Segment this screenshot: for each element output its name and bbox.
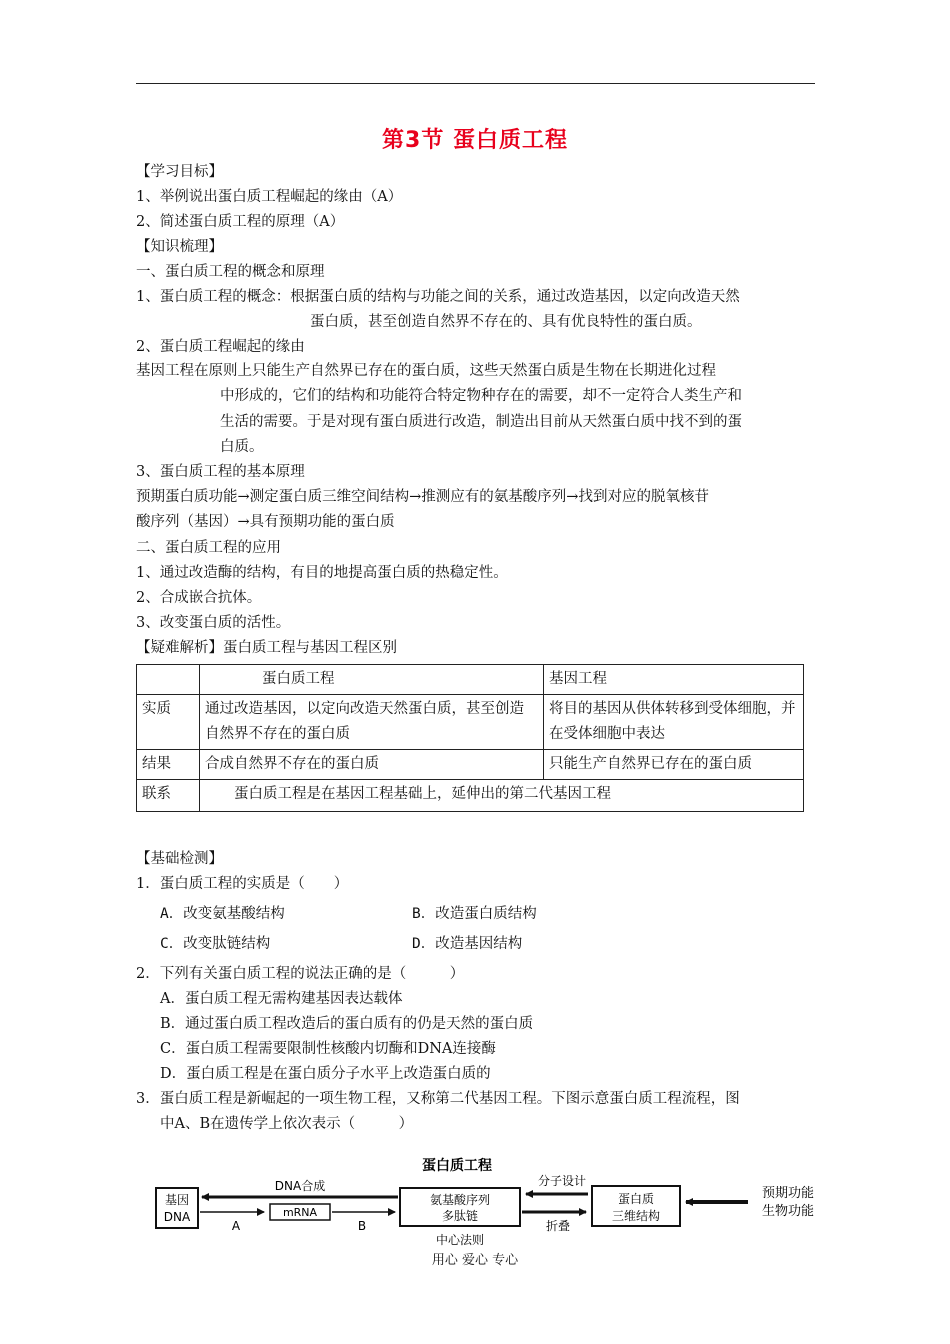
concept-text: 蛋白质，甚至创造自然界不存在的、具有优良特性的蛋白质。: [310, 314, 702, 330]
gene-label: 基因: [164, 1193, 190, 1207]
dna-synthesis-label: DNA合成: [274, 1179, 326, 1193]
analysis-heading: 【疑难解析】蛋白质工程与基因工程区别: [136, 640, 397, 656]
subsection-heading: 2、蛋白质工程崛起的缘由: [136, 339, 305, 355]
reason-text: 中形成的，它们的结构和功能符合特定物种存在的需要，却不一定符合人类生产和: [220, 388, 742, 404]
biological-function-label: 生物功能: [761, 1204, 815, 1219]
table-header-row: [137, 665, 804, 695]
central-dogma-label: 中心法则: [435, 1233, 485, 1247]
table-cell: 将目的基因从供体转移到受体细胞，并在受体细胞中表达: [544, 695, 804, 750]
table-cell: 通过改造基因，以定向改造天然蛋白质，甚至创造自然界不存在的蛋白质: [200, 695, 544, 750]
option: C．改变肽链结构: [160, 936, 271, 952]
question-stem: 1．蛋白质工程的实质是（ ）: [136, 876, 349, 892]
amino-acid-label: 氨基酸序列: [429, 1193, 491, 1207]
table-cell: 蛋白质工程是在基因工程基础上，延伸出的第二代基因工程: [200, 780, 804, 812]
objective-item: 1、举例说出蛋白质工程崛起的缘由（A）: [136, 189, 403, 205]
diagram-title: 蛋白质工程: [422, 1158, 492, 1174]
option: B．改造蛋白质结构: [412, 906, 537, 922]
knowledge-heading: 【知识梳理】: [136, 239, 223, 255]
question-stem: 2．下列有关蛋白质工程的说法正确的是（ ）: [136, 966, 465, 982]
protein-engineering-diagram: [140, 1150, 840, 1250]
comparison-table: [136, 664, 804, 812]
objective-item: 2、简述蛋白质工程的原理（A）: [136, 214, 345, 230]
application-item: 3、改变蛋白质的活性。: [136, 615, 291, 631]
concept-text: 1、蛋白质工程的概念：根据蛋白质的结构与功能之间的关系，通过改造基因，以定向改造天然: [136, 289, 740, 305]
application-item: 1、通过改造酶的结构，有目的地提高蛋白质的热稳定性。: [136, 565, 508, 581]
option: C．蛋白质工程需要限制性核酸内切酶和DNA连接酶: [160, 1041, 496, 1057]
reason-text: 白质。: [220, 439, 264, 455]
section-heading: 二、蛋白质工程的应用: [136, 540, 281, 556]
folding-label: 折叠: [545, 1219, 571, 1233]
polypeptide-label: 多肽链: [441, 1209, 479, 1223]
option: D．蛋白质工程是在蛋白质分子水平上改造蛋白质的: [160, 1066, 491, 1082]
application-item: 2、合成嵌合抗体。: [136, 590, 262, 606]
option: A．蛋白质工程无需构建基因表达载体: [160, 991, 403, 1007]
objectives-heading: 【学习目标】: [136, 164, 223, 180]
table-header: 蛋白质工程: [200, 665, 544, 695]
molecular-design-label: 分子设计: [537, 1174, 587, 1188]
section-heading: 一、蛋白质工程的概念和原理: [136, 264, 325, 280]
mrna-label: mRNA: [282, 1206, 318, 1219]
page-footer: 用心 爱心 专心: [431, 1253, 519, 1268]
subsection-heading: 3、蛋白质工程的基本原理: [136, 464, 305, 480]
question-stem: 中A、B在遗传学上依次表示（ ）: [160, 1116, 414, 1132]
row-label: 联系: [137, 780, 200, 812]
protein-label: 蛋白质: [617, 1192, 655, 1206]
dna-label: DNA: [163, 1210, 191, 1224]
row-label: 实质: [137, 695, 200, 750]
table-row: [137, 780, 804, 812]
principle-text: 预期蛋白质功能→测定蛋白质三维空间结构→推测应有的氨基酸序列→找到对应的脱氧核苷: [136, 489, 709, 505]
reason-text: 基因工程在原则上只能生产自然界已存在的蛋白质，这些天然蛋白质是生物在长期进化过程: [136, 363, 716, 379]
table-cell: 只能生产自然界已存在的蛋白质: [544, 750, 804, 780]
table-cell: [137, 665, 200, 695]
row-label: 结果: [137, 750, 200, 780]
table-row: [137, 750, 804, 780]
expected-function-label: 预期功能: [761, 1186, 815, 1201]
reason-text: 生活的需要。于是对现有蛋白质进行改造，制造出目前从天然蛋白质中找不到的蛋: [220, 414, 742, 430]
table-cell: 合成自然界不存在的蛋白质: [200, 750, 544, 780]
page-title: 第3节 蛋白质工程: [382, 128, 568, 153]
option: B．通过蛋白质工程改造后的蛋白质有的仍是天然的蛋白质: [160, 1016, 534, 1032]
label-b: B: [357, 1219, 367, 1233]
table-header: 基因工程: [544, 665, 804, 695]
table-row: [137, 695, 804, 750]
structure-label: 三维结构: [611, 1209, 661, 1223]
header-rule: [136, 83, 815, 84]
principle-text: 酸序列（基因）→具有预期功能的蛋白质: [136, 514, 395, 530]
test-heading: 【基础检测】: [136, 851, 223, 867]
label-a: A: [231, 1219, 241, 1233]
option: D．改造基因结构: [412, 936, 523, 952]
question-stem: 3．蛋白质工程是新崛起的一项生物工程，又称第二代基因工程。下图示意蛋白质工程流程，图: [136, 1091, 740, 1107]
option: A．改变氨基酸结构: [160, 906, 285, 922]
